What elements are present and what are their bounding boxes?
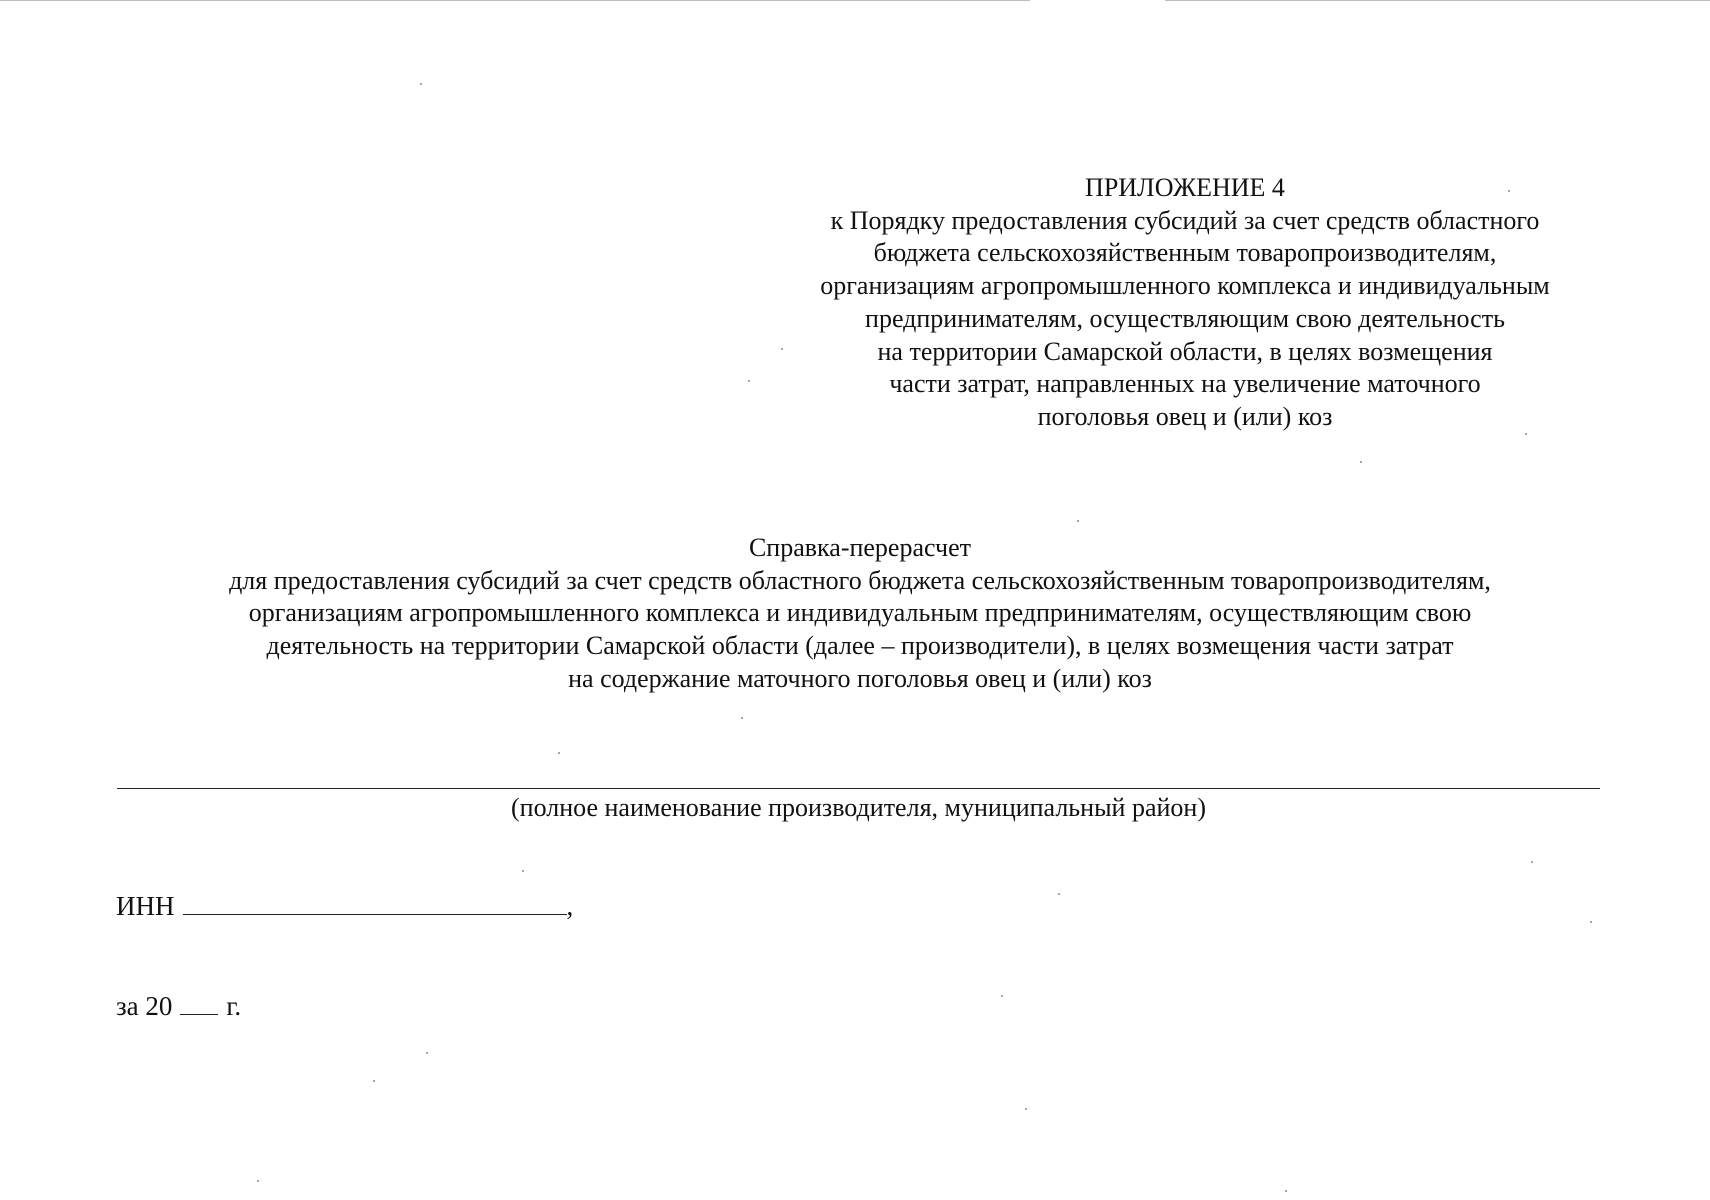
- scan-speck: [1525, 433, 1527, 435]
- scan-speck: [257, 1180, 259, 1182]
- certificate-block: [110, 532, 1610, 696]
- certificate-title: Справка-перерасчет: [748, 533, 972, 562]
- annex-heading: ПРИЛОЖЕНИЕ 4: [1085, 173, 1285, 202]
- scan-speck: [522, 870, 524, 872]
- scan-speck: [741, 717, 743, 719]
- scan-speck: [420, 83, 422, 85]
- period-prefix: за 20: [116, 991, 173, 1021]
- annex-line: предпринимателям, осуществляющим свою деятельность: [865, 303, 1505, 333]
- annex-line: бюджета сельскохозяйственным товаропроизводителям,: [873, 238, 1497, 268]
- scan-speck: [781, 348, 783, 350]
- certificate-line: деятельность на территории Самарской области (далее – производители), в целях возмещения части затрат: [266, 631, 1454, 661]
- scan-speck: [1058, 893, 1060, 895]
- producer-name-line: [117, 788, 1600, 789]
- scan-speck: [1285, 1190, 1287, 1192]
- inn-row: [116, 888, 573, 923]
- scan-speck: [558, 752, 560, 754]
- scan-edge-line: [0, 0, 1030, 1]
- scan-speck: [1360, 461, 1362, 463]
- scan-speck: [1025, 1108, 1027, 1110]
- annex-line: части затрат, направленных на увеличение маточного: [889, 369, 1481, 399]
- certificate-line: на содержание маточного поголовья овец и (или) коз: [568, 663, 1152, 693]
- annex-block: [760, 172, 1610, 434]
- scan-speck: [1531, 861, 1533, 863]
- inn-blank-line: [183, 888, 567, 915]
- period-row: [116, 988, 241, 1023]
- annex-line: организациям агропромышленного комплекса и индивидуальным: [820, 271, 1550, 301]
- period-suffix: г.: [226, 991, 242, 1021]
- scan-speck: [426, 1052, 428, 1054]
- producer-name-caption: (полное наименование производителя, муниципальный район): [511, 793, 1206, 822]
- annex-line: на территории Самарской области, в целях возмещения: [877, 336, 1493, 366]
- scan-speck: [1077, 520, 1079, 522]
- inn-suffix: ,: [566, 891, 574, 921]
- annex-line: поголовья овец и (или) коз: [1037, 401, 1333, 431]
- annex-line: к Порядку предоставления субсидий за счет средств областного: [830, 205, 1540, 235]
- scan-speck: [748, 380, 750, 382]
- certificate-line: организациям агропромышленного комплекса и индивидуальным предпринимателям, осуществляющим свою: [248, 598, 1472, 628]
- scan-speck: [373, 1080, 375, 1082]
- scan-edge-line: [1165, 0, 1710, 1]
- scan-speck: [1508, 190, 1510, 192]
- scan-speck: [1001, 995, 1003, 997]
- certificate-line: для предоставления субсидий за счет средств областного бюджета сельскохозяйственным товаропроизводителям,: [229, 565, 1491, 595]
- inn-label: ИНН: [116, 891, 175, 921]
- scan-speck: [1590, 921, 1592, 923]
- year-blank-line: [180, 988, 218, 1015]
